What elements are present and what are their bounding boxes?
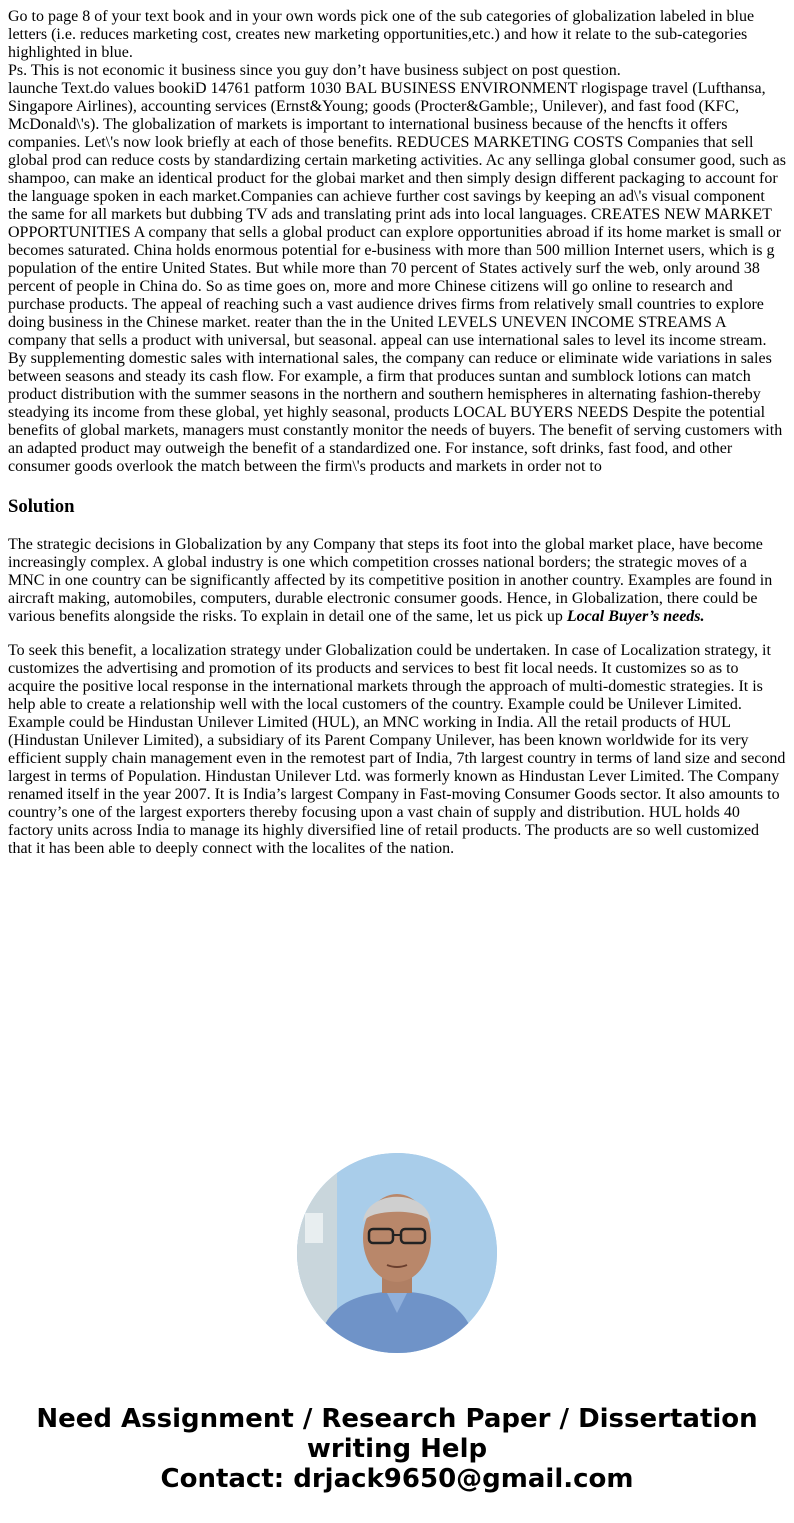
- emphasis-text: Local Buyer’s needs.: [566, 608, 705, 625]
- question-line: Go to page 8 of your text book and in your own words pick one of the sub categories of globalization labeled in blue letters (i.e. reduces marketing cost, creates new marketing opportunities,etc.) and how it relate to the sub-categories highlighted in blue.: [8, 8, 755, 61]
- solution-paragraph: [8, 536, 786, 626]
- question-line: Ps. This is not economic it business since you guy don’t have business subject on post question.: [8, 62, 621, 79]
- question-line: launche Text.do values bookiD 14761 patform 1030 BAL BUSINESS ENVIRONMENT rlogispage travel (Lufthansa, Singapore Airlines), accounting services (Ernst&Young; goods (Procter&Gamble;, Unilever), and fast food (KFC, McDonald\'s). The globalization of markets is important to international business because of the hencfts it offers companies. Let\'s now look briefly at each of those benefits. REDUCES MARKETING COSTS Companies that sell global prod can reduce costs by standardizing certain marketing activities. Ac any sellinga global consumer good, such as shampoo, can make an identical product for the globai market and then simply design different packaging to account for the language spoken in each market.Companies can achieve further cost savings by keeping an ad\'s visual component the same for all markets but dubbing TV ads and translating print ads into local languages. CREATES NEW MARKET OPPORTUNITIES A company that sells a global product can explore opportunities abroad if its home market is small or becomes saturated. China holds enormous potential for e-business with more than 500 million Internet users, which is g population of the entire United States. But while more than 70 percent of States actively surf the web, only around 38 percent of people in China do. So as time goes on, more and more Chinese citizens will go online to research and purchase products. The appeal of reaching such a vast audience drives firms from relatively small countries to explore doing business in the Chinese market. reater than the in the United LEVELS UNEVEN INCOME STREAMS A company that sells a product with universal, but seasonal. appeal can use international sales to level its income stream. By supplementing domestic sales with international sales, the company can reduce or eliminate wide variations in sales between seasons and steady its cash flow. For example, a firm that produces suntan and sumblock lotions can match product distribution with the summer seasons in the northern and southern hemispheres in alternating fashion-thereby steadying its income from these global, yet highly seasonal, products LOCAL BUYERS NEEDS Despite the potential benefits of global markets, managers must constantly monitor the needs of buyers. The benefit of serving customers with an adapted product may outweigh the benefit of a standardized one. For instance, soft drinks, fast food, and other consumer goods overlook the match between the firm\'s products and markets in order not to: [8, 80, 786, 475]
- solution-paragraph-text: The strategic decisions in Globalization by any Company that steps its foot into the global market place, have become increasingly complex. A global industry is one which competition crosses national borders; the strategic moves of a MNC in one country can be significantly affected by its competitive position in another country. Examples are found in aircraft making, automobiles, computers, durable electronic consumer goods. Hence, in Globalization, there could be various benefits alongside the risks. To explain in detail one of the same, let us pick up: [8, 536, 773, 625]
- author-avatar: [297, 1153, 497, 1353]
- solution-heading: Solution: [8, 496, 75, 517]
- solution-paragraph: To seek this benefit, a localization strategy under Globalization could be undertaken. In case of Localization strategy, it customizes the advertising and promotion of its products and services to best fit local needs. It customizes so as to acquire the positive local response in the international markets through the approach of multi-domestic strategies. It is help able to create a relationship well with the local customers of the country. Example could be Unilever Limited. Example could be Hindustan Unilever Limited (HUL), an MNC working in India. All the retail products of HUL (Hindustan Unilever Limited), a subsidiary of its Parent Company Unilever, has been known worldwide for its very efficient supply chain management even in the remotest part of India, 7th largest country in terms of land size and second largest in terms of Population. Hindustan Unilever Ltd. was formerly known as Hindustan Lever Limited. The Company renamed itself in the year 2007. It is India’s largest Company in Fast-moving Consumer Goods sector. It also amounts to country’s one of the largest exporters thereby focusing upon a vast chain of supply and distribution. HUL holds 40 factory units across India to manage its highly diversified line of retail products. The products are so well customized that it has been able to deeply connect with the localites of the nation.: [8, 642, 786, 857]
- author-photo-icon: [297, 1153, 497, 1353]
- footer-help-text: Need Assignment / Research Paper / Dissertation writing Help: [36, 1404, 758, 1464]
- question-text: [8, 8, 786, 476]
- footer-contact-text: Contact: drjack9650@gmail.com: [160, 1464, 634, 1494]
- footer-banner: [0, 1404, 794, 1494]
